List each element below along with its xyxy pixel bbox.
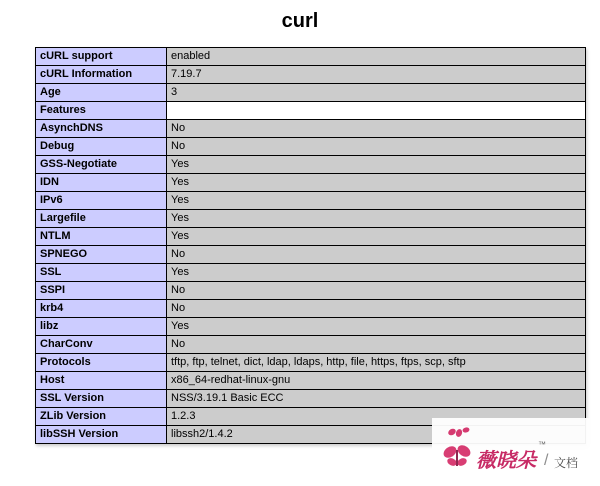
table-row xyxy=(36,372,586,390)
table-row xyxy=(36,264,586,282)
row-value: x86_64-redhat-linux-gnu xyxy=(167,372,586,390)
table-row xyxy=(36,192,586,210)
row-key: SSL xyxy=(36,264,167,282)
table-row xyxy=(36,66,586,84)
row-key: Largefile xyxy=(36,210,167,228)
row-value: Yes xyxy=(167,156,586,174)
table-row xyxy=(36,354,586,372)
row-key: NTLM xyxy=(36,228,167,246)
row-key: cURL Information xyxy=(36,66,167,84)
table-row xyxy=(36,48,586,66)
row-value: tftp, ftp, telnet, dict, ldap, ldaps, http, file, https, ftps, scp, sftp xyxy=(167,354,586,372)
row-key: IDN xyxy=(36,174,167,192)
row-key: GSS-Negotiate xyxy=(36,156,167,174)
row-key: krb4 xyxy=(36,300,167,318)
section-title: curl xyxy=(281,10,319,32)
row-value: 1.2.3 xyxy=(167,408,586,426)
table-row xyxy=(36,210,586,228)
table-row xyxy=(36,138,586,156)
table-row xyxy=(36,120,586,138)
table-row xyxy=(36,246,586,264)
row-value: enabled xyxy=(167,48,586,66)
row-value: 7.19.7 xyxy=(167,66,586,84)
table-row xyxy=(36,282,586,300)
row-key: Host xyxy=(36,372,167,390)
curl-info-table xyxy=(35,47,586,444)
row-key: libz xyxy=(36,318,167,336)
row-key: SSL Version xyxy=(36,390,167,408)
row-value: libssh2/1.4.2 xyxy=(167,426,586,444)
row-value: No xyxy=(167,246,586,264)
watermark xyxy=(432,418,598,478)
row-value: No xyxy=(167,336,586,354)
row-key: IPv6 xyxy=(36,192,167,210)
row-key: SPNEGO xyxy=(36,246,167,264)
row-value: 3 xyxy=(167,84,586,102)
table-row xyxy=(36,300,586,318)
row-key: Protocols xyxy=(36,354,167,372)
row-value xyxy=(167,102,586,120)
table-row xyxy=(36,228,586,246)
row-key: cURL support xyxy=(36,48,167,66)
row-key: AsynchDNS xyxy=(36,120,167,138)
row-value: Yes xyxy=(167,192,586,210)
watermark-separator: / xyxy=(544,452,549,469)
row-key: Debug xyxy=(36,138,167,156)
row-key: libSSH Version xyxy=(36,426,167,444)
row-value: No xyxy=(167,300,586,318)
row-value: No xyxy=(167,120,586,138)
row-value: NSS/3.19.1 Basic ECC xyxy=(167,390,586,408)
row-key: Age xyxy=(36,84,167,102)
table-row xyxy=(36,156,586,174)
row-value: Yes xyxy=(167,228,586,246)
table-row xyxy=(36,336,586,354)
row-value: No xyxy=(167,282,586,300)
row-value: Yes xyxy=(167,264,586,282)
table-row xyxy=(36,84,586,102)
row-key: CharConv xyxy=(36,336,167,354)
watermark-doc-label: 文档 xyxy=(554,456,579,470)
table-row xyxy=(36,318,586,336)
butterfly-logo-icon xyxy=(440,424,478,474)
watermark-brand: 薇晓朵 xyxy=(476,448,536,472)
row-key: ZLib Version xyxy=(36,408,167,426)
row-value: Yes xyxy=(167,210,586,228)
row-key: Features xyxy=(36,102,167,120)
table-row xyxy=(36,102,586,120)
table-row xyxy=(36,174,586,192)
row-key: SSPI xyxy=(36,282,167,300)
watermark-trademark: ™ xyxy=(538,440,546,449)
row-value: No xyxy=(167,138,586,156)
table-row xyxy=(36,390,586,408)
row-value: Yes xyxy=(167,318,586,336)
row-value: Yes xyxy=(167,174,586,192)
